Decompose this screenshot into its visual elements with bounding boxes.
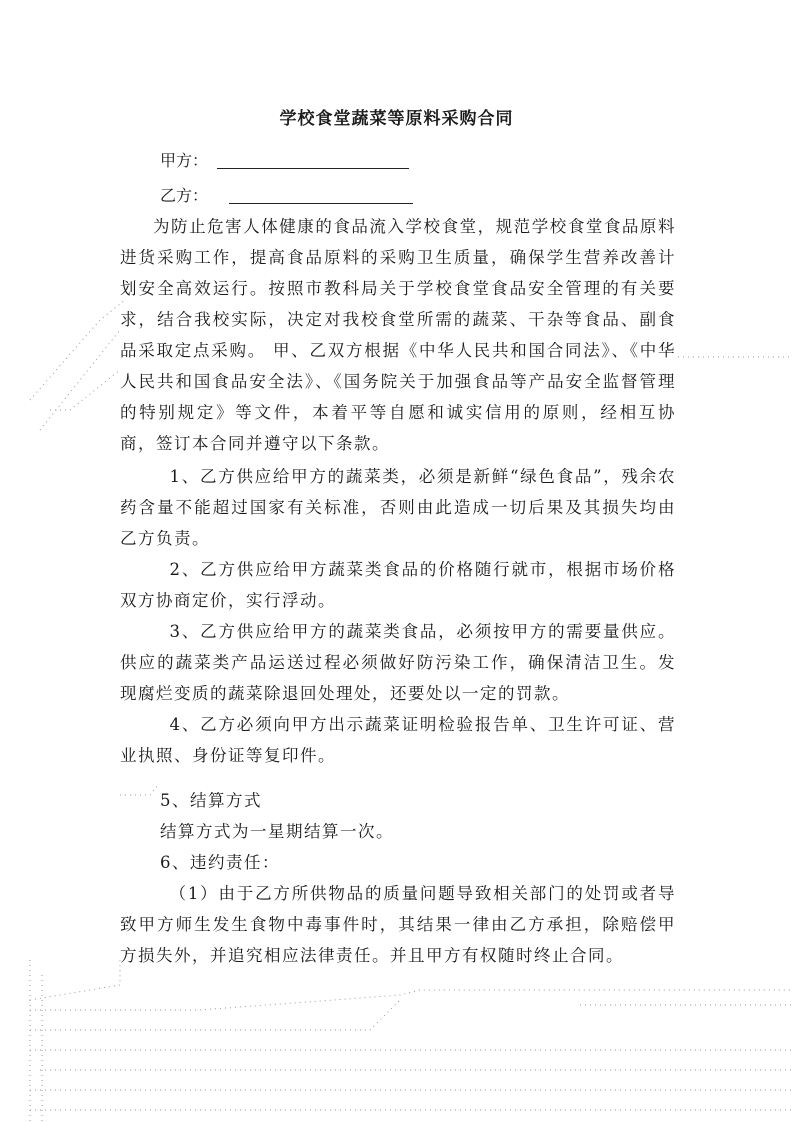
- document-title: 学校食堂蔬菜等原料采购合同: [279, 109, 514, 129]
- clause-3: 3、乙方供应给甲方的蔬菜类食品，必须按甲方的需要量供应。供应的蔬菜类产品运送过程必须做好防污染工作，确保清洁卫生。发现腐烂变质的蔬菜除退回处理处，还要处以一定的罚款。: [120, 622, 676, 703]
- clause-4: 4、乙方必须向甲方出示蔬菜证明检验报告单、卫生许可证、营业执照、身份证等复印件。: [120, 715, 676, 765]
- party-a-blank: [217, 154, 409, 169]
- clause-2: 2、乙方供应给甲方蔬菜类食品的价格随行就市，根据市场价格双方协商定价，实行浮动。: [120, 560, 676, 610]
- party-b-label: 乙方：: [160, 186, 209, 205]
- party-a-label: 甲方：: [160, 151, 209, 170]
- clause-5-title: 5、结算方式: [160, 791, 262, 810]
- clause-6-item-1: （1）由于乙方所供物品的质量问题导致相关部门的处罚或者导致甲方师生发生食物中毒事件时，其结果一律由乙方承担，除赔偿甲方损失外，并追究相应法律责任。并且甲方有权随时终止合同。: [120, 884, 676, 965]
- clause-6-body: [120, 878, 676, 971]
- party-b-row: [160, 183, 413, 206]
- party-b-blank: [229, 189, 413, 204]
- contract-body: [120, 211, 676, 771]
- intro-paragraph: 为防止危害人体健康的食品流入学校食堂，规范学校食堂食品原料进货采购工作，提高食品原料的采购卫生质量，确保学生营养改善计划安全高效运行。按照市教科局关于学校食堂食品安全管理的有关要求，结合我校实际，决定对我校食堂所需的蔬菜、干杂等食品、副食品采取定点采购。 甲、乙双方根据《中华人民共和国合同法》、《中华人民共和国食品安全法》、《国务院关于加强食品等产品安全监督管理的特别规定》等文件，本着平等自愿和诚实信用的原则，经相互协商，签订本合同并遵守以下条款。: [120, 217, 676, 453]
- clause-6-title: 6、违约责任：: [160, 853, 280, 872]
- party-a-row: [160, 148, 409, 171]
- clause-5-text: 结算方式为一星期结算一次。: [160, 822, 394, 841]
- clause-1: 1、乙方供应给甲方的蔬菜类，必须是新鲜“绿色食品”，残余农药含量不能超过国家有关标准，否则由此造成一切后果及其损失均由乙方负责。: [120, 467, 676, 548]
